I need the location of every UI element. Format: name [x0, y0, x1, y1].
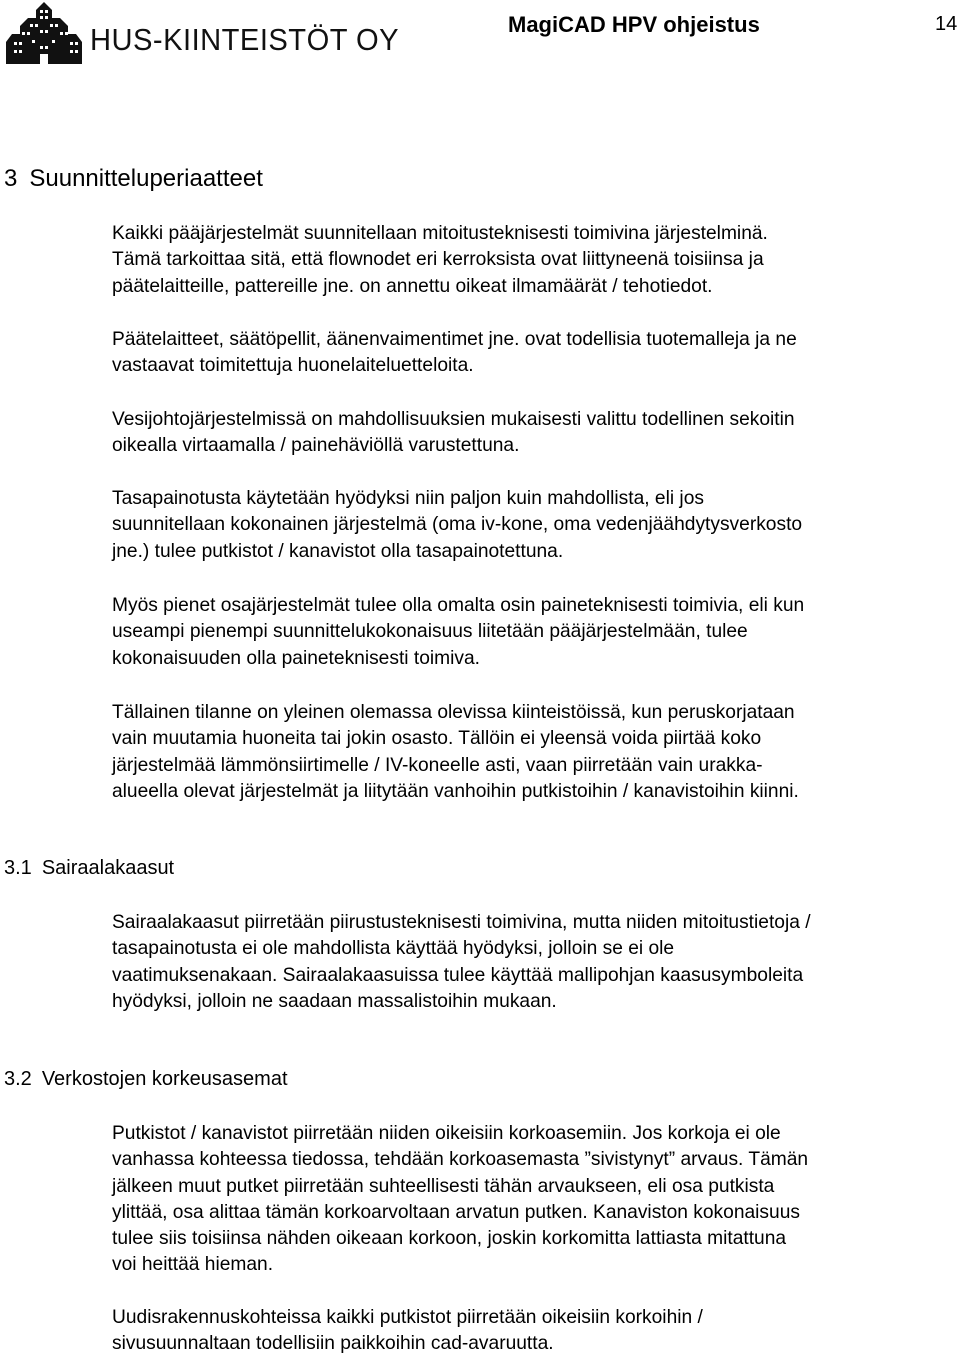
- paragraph-line: järjestelmää lämmönsiirtimelle / IV-koneelle asti, vaan piirretään vain urakka-: [112, 754, 763, 776]
- paragraph-line: Putkistot / kanavistot piirretään niiden oikeisiin korkoasemiin. Jos korkoja ei ole: [112, 1123, 781, 1144]
- section-title: Suunnitteluperiaatteet: [29, 165, 263, 192]
- paragraph-line: sivusuunnaltaan todellisiin paikkoihin cad-avaruutta.: [112, 1333, 554, 1355]
- paragraph: [112, 486, 960, 565]
- paragraph-line: useampi pienempi suunnittelukokonaisuus liitetään pääjärjestelmään, tulee: [112, 621, 748, 643]
- paragraph-line: Sairaalakaasut piirretään piirustusteknisesti toimivina, mutta niiden mitoitustietoja /: [112, 912, 811, 933]
- paragraph-line: Myös pienet osajärjestelmät tulee olla omalta osin paineteknisesti toimivia, eli kun: [112, 595, 805, 616]
- paragraph: [112, 407, 960, 460]
- paragraph-line: Tällainen tilanne on yleinen olemassa olevissa kiinteistöissä, kun peruskorjataan: [112, 702, 795, 723]
- paragraph-line: voi heittää hieman.: [112, 1254, 274, 1276]
- subsection-title: Sairaalakaasut: [41, 857, 175, 879]
- paragraph-line: vastaavat toimitettuja huonelaiteluetteloita.: [112, 355, 474, 377]
- paragraph: [112, 700, 960, 805]
- section-number: 3: [4, 165, 18, 192]
- paragraph: [112, 221, 960, 300]
- paragraph: [112, 1121, 960, 1279]
- paragraph-line: alueella olevat järjestelmät ja liitytään vanhoihin putkistoihin / kanavistoihin kiinni.: [112, 780, 799, 802]
- paragraph-line: kokonaisuuden olla paineteknisesti toimiva.: [112, 647, 480, 669]
- paragraph-line: vaatimuksenakaan. Sairaalakaasuissa tulee käyttää mallipohjan kaasusymboleita: [112, 964, 804, 986]
- page-number: 14: [935, 13, 958, 35]
- paragraph: [112, 593, 960, 672]
- paragraph-line: Vesijohtojärjestelmissä on mahdollisuuksien mukaisesti valittu todellinen sekoitin: [112, 409, 795, 430]
- paragraph-line: vanhassa kohteessa tiedossa, tehdään korkoasemasta ”sivistynyt” arvaus. Tämän: [112, 1149, 809, 1171]
- paragraph-line: jälkeen muut putket piirretään suhteellisesti tähän arvaukseen, eli osa putkista: [112, 1175, 775, 1197]
- building-logo-icon: [4, 0, 84, 66]
- paragraph: [112, 1305, 960, 1358]
- paragraph-line: Päätelaitteet, säätöpellit, äänenvaimentimet jne. ovat todellisia tuotemalleja ja ne: [112, 329, 797, 350]
- paragraph-line: tulee siis toisiinsa nähden oikeaan korkoon, joskin korkomitta lattiasta mitattuna: [112, 1228, 787, 1250]
- paragraph-line: oikealla virtaamalla / painehäviöllä varustettuna.: [112, 435, 520, 457]
- paragraph: [112, 910, 960, 1015]
- logo-text: HUS-KIINTEISTÖT OY: [90, 22, 400, 57]
- paragraph-line: tasapainotusta ei ole mahdollista käyttää hyödyksi, jolloin se ei ole: [112, 938, 675, 960]
- paragraph-line: ylittää, osa alittaa tämän korkoarvoltaan arvatun putken. Kanaviston kokonaisuus: [112, 1201, 800, 1223]
- paragraph-line: jne.) tulee putkistot / kanavistot olla tasapainotettuna.: [112, 540, 564, 562]
- paragraph-line: Uudisrakennuskohteissa kaikki putkistot piirretään oikeisiin korkoihin /: [112, 1307, 703, 1328]
- paragraph-line: Tasapainotusta käytetään hyödyksi niin paljon kuin mahdollista, eli jos: [112, 488, 704, 509]
- section-heading: [4, 165, 263, 193]
- subsection-title: Verkostojen korkeusasemat: [41, 1068, 288, 1090]
- document-title: MagiCAD HPV ohjeistus: [508, 12, 760, 37]
- paragraph: [112, 327, 960, 380]
- paragraph-line: vain muutamia huoneita tai jokin osasto. Tällöin ei yleensä voida piirtää koko: [112, 728, 762, 750]
- subsection-heading: [4, 857, 174, 880]
- company-logo: [4, 0, 404, 66]
- paragraph-line: hyödyksi, jolloin ne saadaan massalistoihin mukaan.: [112, 990, 557, 1012]
- paragraph-line: Kaikki pääjärjestelmät suunnitellaan mitoitusteknisesti toimivina järjestelminä.: [112, 223, 768, 244]
- subsection-number: 3.1: [4, 857, 32, 879]
- paragraph-line: Tämä tarkoittaa sitä, että flownodet eri kerroksista ovat liittyneenä toisiinsa ja: [112, 249, 764, 271]
- subsection-number: 3.2: [4, 1068, 32, 1090]
- paragraph-line: päätelaitteille, pattereille jne. on annettu oikeat ilmamäärät / tehotiedot.: [112, 275, 713, 297]
- paragraph-line: suunnitellaan kokonainen järjestelmä (oma iv-kone, oma vedenjäähdytysverkosto: [112, 514, 803, 536]
- subsection-heading: [4, 1068, 288, 1091]
